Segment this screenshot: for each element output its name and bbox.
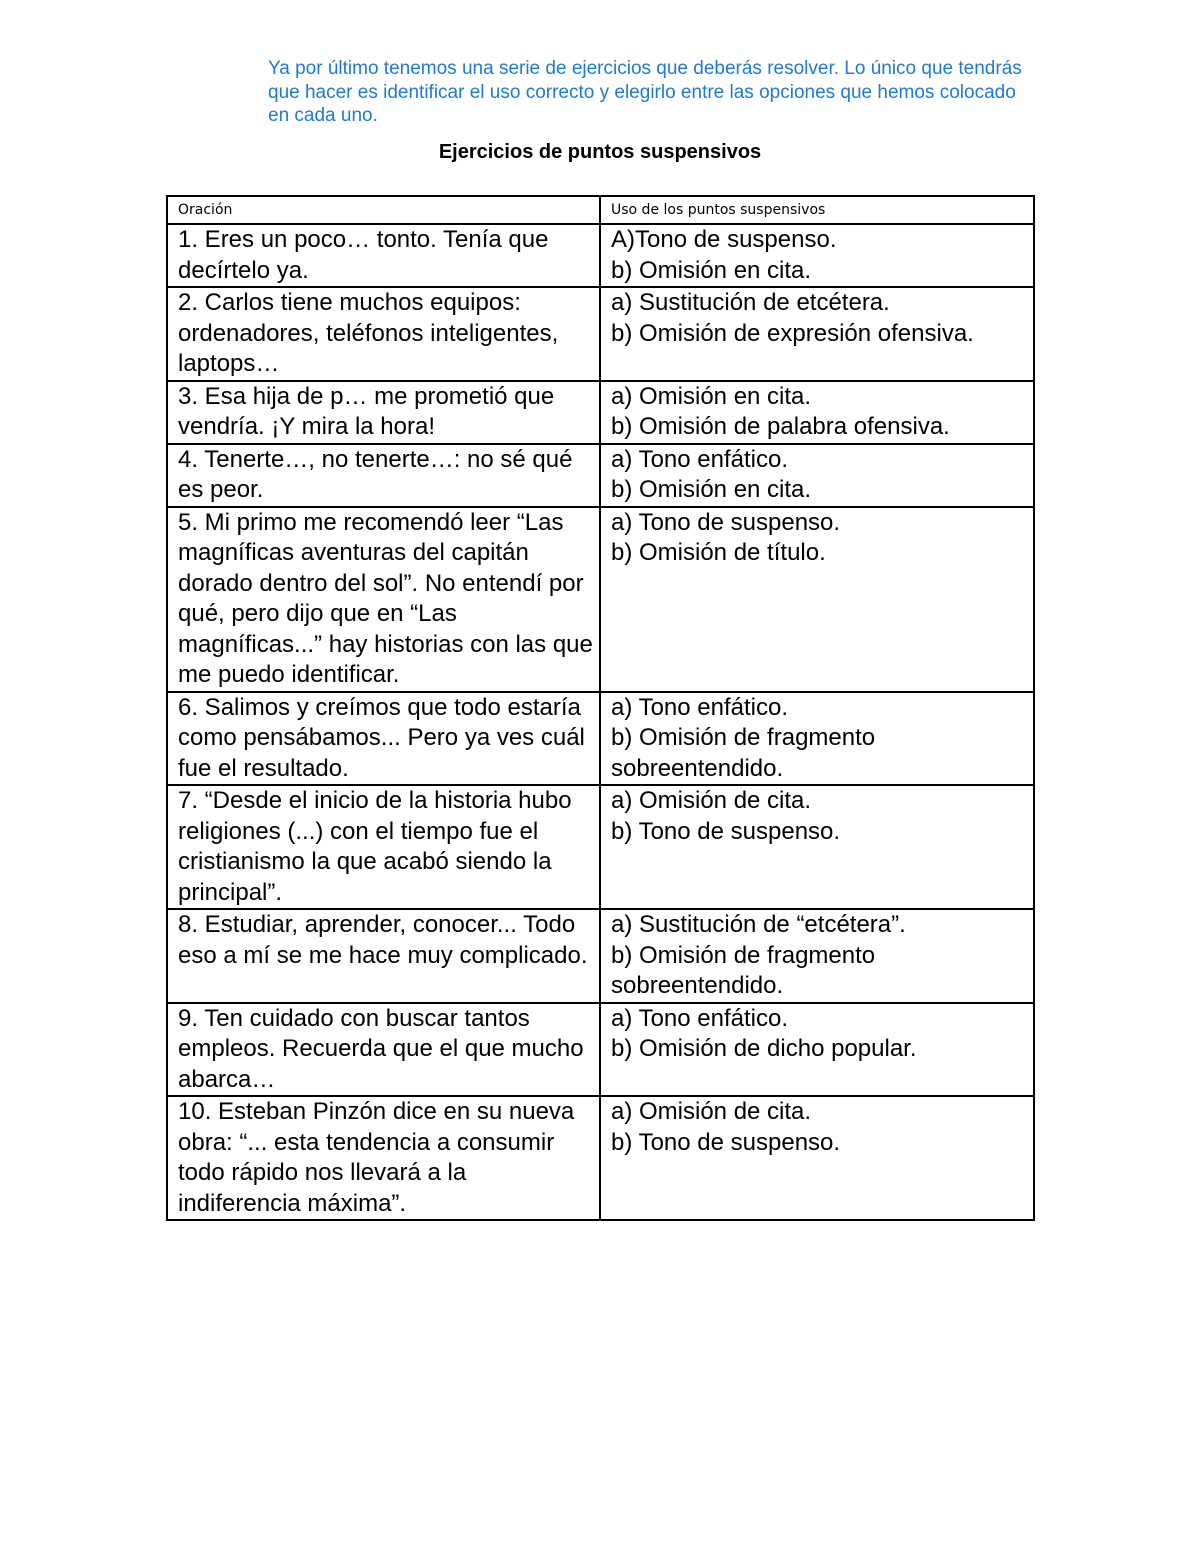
option-a: a) Sustitución de etcétera. (611, 289, 890, 316)
table-row (167, 692, 1034, 786)
table-row (167, 444, 1034, 507)
options-cell (600, 287, 1034, 381)
option-a: a) Omisión de cita. (611, 1098, 812, 1125)
table-row (167, 909, 1034, 1003)
sentence-cell: 1. Eres un poco… tonto. Tenía que decírtelo ya. (167, 224, 600, 287)
header-usage: Uso de los puntos suspensivos (600, 196, 1034, 224)
option-b: b) Omisión de expresión ofensiva. (611, 319, 974, 347)
option-b: b) Omisión de título. (611, 539, 826, 566)
table-header-row (167, 196, 1034, 224)
exercises-table (166, 195, 1035, 1221)
sentence-cell: 9. Ten cuidado con buscar tantos empleos. Recuerda que el que mucho abarca… (167, 1003, 600, 1097)
option-b: b) Omisión en cita. (611, 476, 812, 503)
option-b: b) Omisión de fragmento sobreentendido. (611, 941, 876, 999)
sentence-cell: 8. Estudiar, aprender, conocer... Todo eso a mí se me hace muy complicado. (167, 909, 600, 1003)
page-title: Ejercicios de puntos suspensivos (438, 141, 762, 163)
table-row (167, 1096, 1034, 1220)
sentence-cell: 3. Esa hija de p… me prometió que vendría. ¡Y mira la hora! (167, 381, 600, 444)
options-cell (600, 444, 1034, 507)
option-a: A)Tono de suspenso. (611, 226, 837, 253)
option-a: a) Sustitución de “etcétera”. (611, 911, 906, 938)
table-row (167, 381, 1034, 444)
option-a: a) Omisión en cita. (611, 382, 812, 410)
options-cell (600, 507, 1034, 692)
options-cell (600, 381, 1034, 444)
sentence-cell: 7. “Desde el inicio de la historia hubo religiones (...) con el tiempo fue el cristianismo la que acabó siendo la principal”. (167, 785, 600, 909)
table-row (167, 287, 1034, 381)
sentence-cell: 6. Salimos y creímos que todo estaría como pensábamos... Pero ya ves cuál fue el resultado. (167, 692, 600, 786)
option-a: a) Tono de suspenso. (611, 508, 841, 536)
sentence-cell: 4. Tenerte…, no tenerte…: no sé qué es peor. (167, 444, 600, 507)
option-b: b) Omisión en cita. (611, 256, 812, 284)
sentence-cell: 5. Mi primo me recomendó leer “Las magníficas aventuras del capitán dorado dentro del sol”. No entendí por qué, pero dijo que en “Las magníficas...” hay historias con las que me puedo identificar. (167, 507, 600, 692)
option-b: b) Tono de suspenso. (611, 817, 841, 845)
sentence-cell: 2. Carlos tiene muchos equipos: ordenadores, teléfonos inteligentes, laptops… (167, 287, 600, 381)
option-b: b) Tono de suspenso. (611, 1128, 841, 1156)
option-a: a) Tono enfático. (611, 445, 789, 473)
option-a: a) Omisión de cita. (611, 787, 812, 814)
options-cell (600, 224, 1034, 287)
table-row (167, 224, 1034, 287)
option-a: a) Tono enfático. (611, 1004, 789, 1032)
intro-paragraph: Ya por último tenemos una serie de ejercicios que deberás resolver. Lo único que tendrás que hacer es identificar el uso correcto y elegirlo entre las opciones que hemos colocado en cada uno. (268, 58, 1022, 126)
options-cell (600, 692, 1034, 786)
option-b: b) Omisión de palabra ofensiva. (611, 413, 950, 440)
sentence-cell: 10. Esteban Pinzón dice en su nueva obra: “... esta tendencia a consumir todo rápido nos llevará a la indiferencia máxima”. (167, 1096, 600, 1220)
table-row (167, 785, 1034, 909)
table-row (167, 1003, 1034, 1097)
table-row (167, 507, 1034, 692)
option-a: a) Tono enfático. (611, 693, 789, 721)
options-cell (600, 1003, 1034, 1097)
option-b: b) Omisión de dicho popular. (611, 1035, 917, 1062)
option-b: b) Omisión de fragmento sobreentendido. (611, 724, 876, 782)
options-cell (600, 909, 1034, 1003)
options-cell (600, 1096, 1034, 1220)
header-sentence: Oración (167, 196, 600, 224)
options-cell (600, 785, 1034, 909)
